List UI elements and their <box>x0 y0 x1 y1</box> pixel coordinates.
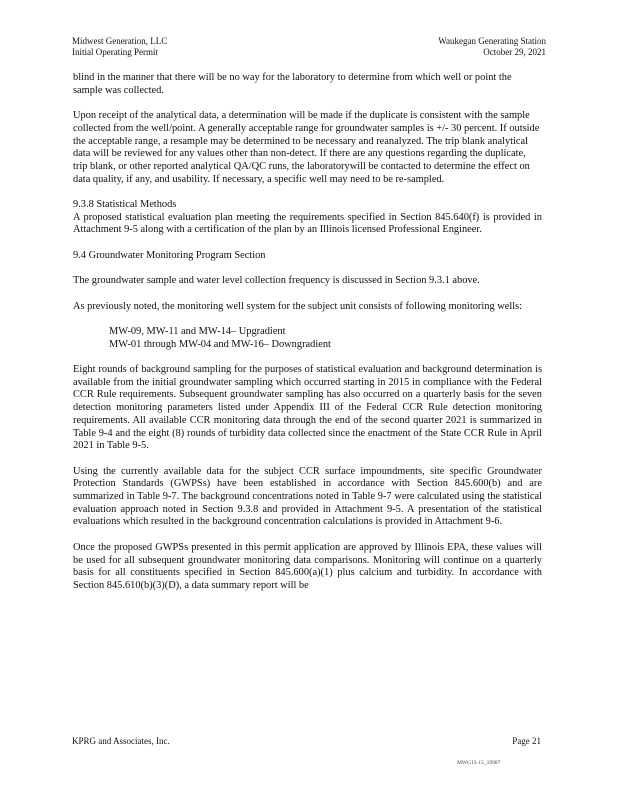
document-body <box>73 72 542 605</box>
footer-firm: KPRG and Associates, Inc. <box>72 736 170 746</box>
paragraph-background-sampling: Eight rounds of background sampling for the purposes of statistical evaluation and background determination is available from the initial groundwater sampling which occurred starting in 2015 in compliance with the Federal CCR Rule requirements. Subsequent groundwater sampling has also occurred on a quarterly basis for the seven detection monitoring parameters listed under Appendix III of the Federal CCR Rule detection monitoring requirements. All available CCR monitoring data through the end of the second quarter 2021 is summarized in Table 9-4 and the eight (8) rounds of turbidity data collected since the enactment of the State CCR Rule in April 2021 in Table 9-5. <box>73 364 542 452</box>
paragraph-gwps: Using the currently available data for the subject CCR surface impoundments, site specific Groundwater Protection Standards (GWPSs) have been established in accordance with Section 845.600(b) and are summarized in Table 9-7. The background concentrations noted in Table 9-7 were calculated using the statistical evaluation approach noted in Section 9.3.8 and provided in Attachment 9-5. A presentation of the statistical evaluations which resulted in the background concentration calculations is provided in Attachment 9-6. <box>73 465 542 528</box>
paragraph-monitoring-continuation: Once the proposed GWPSs presented in this permit application are approved by Illinois EPA, these values will be used for all subsequent groundwater monitoring data comparisons. Monitoring will continue on a quarterly basis for all constituents specified in Section 845.600(a)(1) plus calcium and turbidity. In accordance with Section 845.610(b)(3)(D), a data summary report will be <box>73 541 542 591</box>
station-name: Waukegan Generating Station <box>438 36 546 46</box>
header-right <box>438 36 546 58</box>
wells-upgradient: MW-09, MW-11 and MW-14– Upgradient <box>109 325 286 337</box>
header-left <box>72 36 167 58</box>
page-number: Page 21 <box>512 736 541 746</box>
paragraph-analytical-data: Upon receipt of the analytical data, a determination will be made if the duplicate is consistent with the sample collected from the well/point. A generally acceptable range for groundwater samples is +/- 30 percent. If outside the acceptable range, a resample may be determined to be necessary and reanalyzed. The trip blank analytical data will be reviewed for any values other than non-detect. If there are any questions regarding the duplicate, trip blank, or other reported analytical QA/QC runs, the laboratorywill be contacted to determine the effect on data quality, if any, and usability. If necessary, a specific well may need to be re-sampled. <box>73 110 540 185</box>
company-name: Midwest Generation, LLC <box>72 36 168 46</box>
bates-number: MWG13-15_19987 <box>457 760 501 766</box>
paragraph-collection-frequency: The groundwater sample and water level collection frequency is discussed in Section 9.3.1 above. <box>73 275 480 287</box>
paragraph-blind-samples: blind in the manner that there will be no way for the laboratory to determine from which well or point the sample was collected. <box>73 72 512 96</box>
paragraph-statistical-plan: A proposed statistical evaluation plan meeting the requirements specified in Section 845.640(f) is provided in Attachment 9-5 along with a certification of the plan by an Illinois licensed Professional Engineer. <box>73 211 542 236</box>
permit-title: Initial Operating Permit <box>72 47 158 57</box>
document-date: October 29, 2021 <box>483 47 546 57</box>
wells-downgradient: MW-01 through MW-04 and MW-16– Downgradient <box>109 338 331 350</box>
heading-monitoring-program: 9.4 Groundwater Monitoring Program Section <box>73 249 266 261</box>
paragraph-well-system: As previously noted, the monitoring well system for the subject unit consists of following monitoring wells: <box>73 300 523 312</box>
heading-statistical-methods: 9.3.8 Statistical Methods <box>73 199 177 210</box>
